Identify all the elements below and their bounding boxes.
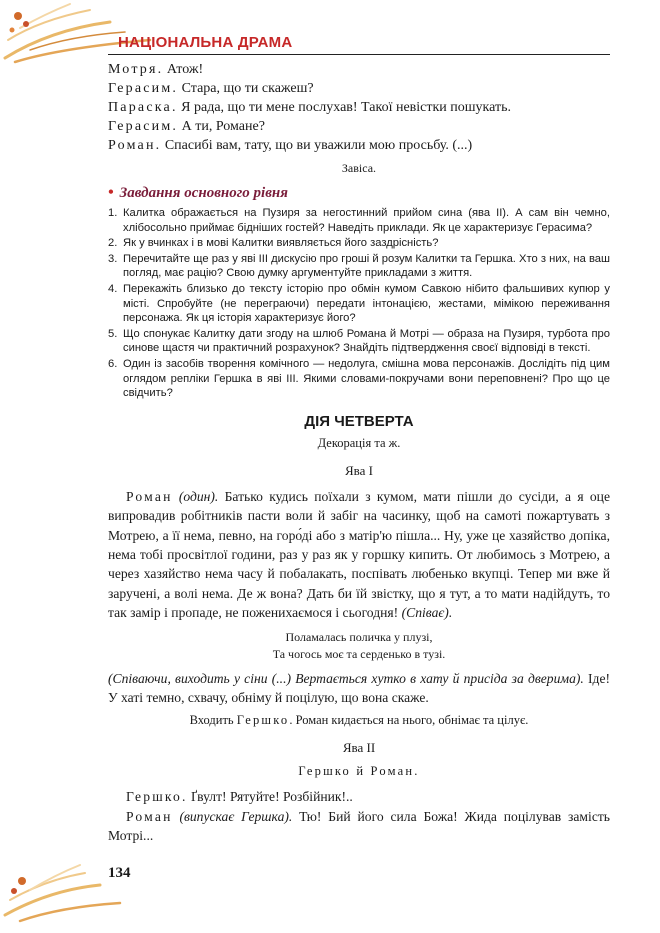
curtain-direction: Завіса. (341, 161, 377, 175)
task-item (108, 357, 610, 401)
dialogue-line (108, 787, 610, 806)
dialogue-line (108, 98, 610, 117)
line-text: Тю! Бий його сила Божа! Жида поцілував замість Мотрі... (108, 808, 610, 844)
task-text: Перечитайте ще раз у яві III дискусію про гроші й розум Калитки та Гершка. Хто з них, на ваш погляд, має рацію? Свою думку аргументуйте прикладами з життя. (123, 252, 610, 280)
task-item (108, 236, 610, 251)
line-text: Ґвулт! Рятуйте! Розбійник!.. (187, 789, 353, 805)
task-number: 3. (108, 252, 118, 265)
speaker-name: Герасим. (108, 119, 179, 134)
stage-direction: (випускає Гершка). (179, 808, 293, 824)
speaker-name: Гершко. (126, 789, 188, 805)
scene-title: Ява II (342, 740, 376, 756)
speaker-name: Герасим. (108, 81, 179, 96)
speaker-name: Мотря. (108, 62, 164, 77)
page-number: 134 (108, 865, 131, 881)
dialogue-line (108, 60, 610, 79)
task-text: Один із засобів творення комічного — недолуга, смішна мова персонажів. Дослідіть під цим оглядом репліки Гершка в яві III. Якими словами-покручами вони переповнені? Про що це свідчить? (123, 357, 610, 400)
speaker-name: Роман (126, 808, 173, 824)
speaker-name: Роман (126, 488, 173, 504)
line-text: Атож! (163, 62, 204, 77)
line-text: Стара, що ти скажеш? (178, 81, 314, 96)
task-number: 5. (108, 327, 118, 340)
speaker-name: Параска. (108, 100, 178, 115)
song-line: Та чогось моє та серденько в тузі. (272, 646, 446, 661)
dialogue-line (108, 117, 610, 136)
tasks-list (108, 206, 610, 401)
bullet-icon: • (108, 184, 114, 201)
song-verse (108, 629, 610, 663)
task-item (108, 282, 610, 326)
task-item (108, 327, 610, 356)
floral-ornament-bottom (0, 845, 170, 925)
enter-direction (108, 713, 610, 728)
header-rule (108, 54, 610, 55)
page-content (108, 60, 610, 846)
task-text: Перекажіть близько до тексту історію про обмін кумом Савкою нібито фальшивих купюр у місті. Спробуйте (не переграючи) передати інтонацією, жестами, мімікою переживання персонажа. Як ця історія характеризує його? (123, 282, 610, 325)
task-number: 2. (108, 237, 118, 250)
paragraph-text: Іде! У хаті темно, схвачу, обніму й поцілую, що вона скаже. (108, 670, 611, 705)
task-number: 6. (108, 357, 118, 370)
task-text: Що спонукає Калитку дати згоду на шлюб Романа й Мотрі — образа на Пузиря, турбота про синове щастя чи практичний розрахунок? Знайдіть підтвердження своєї відповіді в тексті. (123, 327, 610, 355)
act-title: ДІЯ ЧЕТВЕРТА (304, 412, 414, 430)
act-setting: Декорація та ж. (317, 435, 401, 450)
speaker-name: Гершко (236, 713, 290, 728)
task-item (108, 252, 610, 281)
tasks-heading-text: Завдання основного рівня (119, 184, 288, 201)
page-header-title: НАЦІОНАЛЬНА ДРАМА (118, 34, 293, 51)
tasks-heading (108, 184, 610, 202)
direction-text: Входить (189, 713, 237, 728)
speaker-name: Роман. (108, 138, 162, 153)
scene-paragraph (108, 487, 610, 623)
direction-text: . Роман кидається на нього, обнімає та цілує. (289, 713, 529, 728)
task-item (108, 206, 610, 235)
line-text: А ти, Романе? (178, 119, 265, 134)
stage-direction: (Співає). (401, 605, 453, 621)
song-line: Поламалась поличка у плузі, (285, 629, 433, 644)
line-text: Спасибі вам, тату, що ви уважили мою просьбу. (...) (161, 138, 473, 153)
task-number: 4. (108, 282, 118, 295)
stage-direction: (Співаючи, виходить у сіни (...) Вертається хутко в хату й присіда за дверима). (108, 670, 584, 686)
dialogue-line (108, 79, 610, 98)
task-text: Калитка ображається на Пузиря за негостинний прийом сина (ява II). А сам він чемно, хлібосольно приймає бідніших гостей? Наведіть приклади. Як це характеризує Герасима? (123, 207, 610, 234)
task-number: 1. (108, 207, 118, 219)
scene-paragraph (108, 669, 610, 708)
scene-title: Ява I (345, 462, 373, 478)
dialogue-line (108, 807, 610, 846)
stage-direction: (один). (178, 488, 219, 504)
dialogue-line (108, 136, 610, 155)
paragraph-text: Батько кудись поїхали з кумом, мати пішли до сусіди, а я оце випровадив робітників пасти воли й забіг на часинку, щоб на самоті пожартувать з Мотрею, а її нема, певно, на горо́ді або з матір'ю пішла... Ну, уже це хазяйство допіка, нема тобі просвітлої години, раз у раз як у горшку кипить. От любимось з Мотрею, а через хазяйство нема часу й побалакать, поспівать любенько вкупці. Тепер ми вже й заручені, а волі нема. Де ж вона? Дать би їй звістку, що я тут, а то мати надійдуть, то так замір і пропаде, не поженихаємося і сьогодня! (108, 488, 610, 621)
task-text: Як у вчинках і в мові Калитки виявляється його заздрісність? (123, 237, 439, 250)
line-text: Я рада, що ти мене послухав! Такої невістки пошукать. (177, 100, 512, 115)
scene-cast: Гершко й Роман. (298, 764, 420, 779)
